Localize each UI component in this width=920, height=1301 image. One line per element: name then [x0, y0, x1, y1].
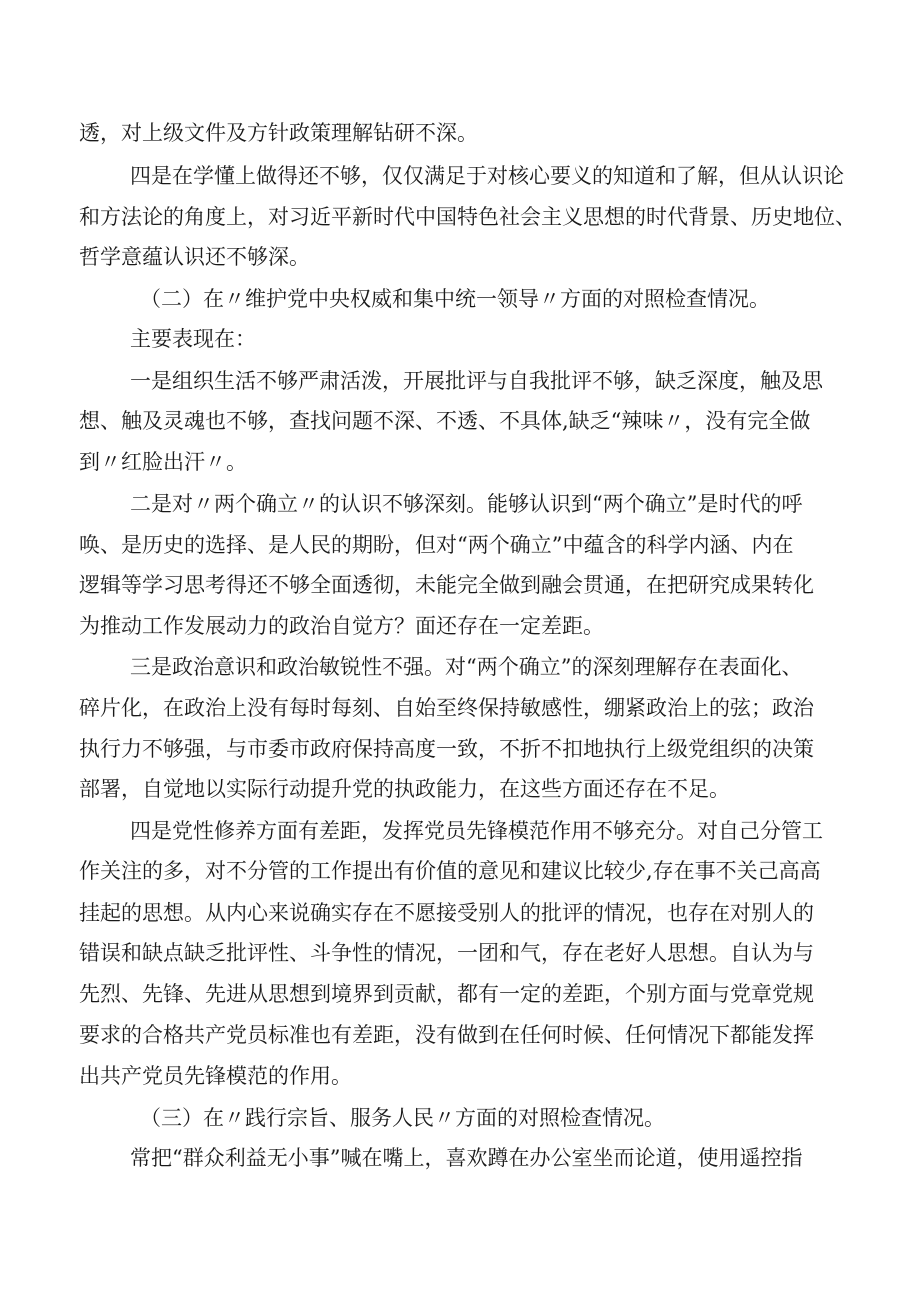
- text-line: 错误和缺点缺乏批评性、斗争性的情况，一团和气，存在老好人思想。自认为与: [79, 941, 814, 965]
- text-line: 和方法论的角度上，对习近平新时代中国特色社会主义思想的时代背景、历史地位、: [79, 205, 856, 229]
- text-line: 碎片化，在政治上没有每时每刻、自始至终保持敏感性，绷紧政治上的弦；政治: [79, 696, 814, 720]
- text-line: 到〃红脸出汗〃。: [79, 450, 247, 474]
- text-line: 哲学意蕴认识还不够深。: [79, 245, 310, 269]
- text-line: 执行力不够强，与市委市政府保持高度一致，不折不扣地执行上级党组织的决策: [79, 737, 814, 761]
- text-line: 先烈、先锋、先进从思想到境界到贡献，都有一定的差距，个别方面与党章党规: [79, 982, 814, 1006]
- text-line: 主要表现在：: [130, 327, 256, 351]
- text-line: 一是组织生活不够严肃活泼，开展批评与自我批评不够，缺乏深度，触及思: [130, 369, 823, 393]
- text-line: 逻辑等学习思考得还不够全面透彻，未能完全做到融会贯通，在把研究成果转化: [79, 573, 814, 597]
- text-line: 四是党性修养方面有差距，发挥党员先锋模范作用不够充分。对自己分管工: [130, 819, 823, 843]
- text-line: 四是在学懂上做得还不够，仅仅满足于对核心要义的知道和了解，但从认识论: [130, 164, 844, 188]
- text-line: 唤、是历史的选择、是人民的期盼，但对“两个确立”中蕴含的科学内涵、内在: [79, 533, 794, 557]
- text-line: 挂起的思想。从内心来说确实存在不愿接受别人的批评的情况，也存在对别人的: [79, 901, 814, 925]
- text-line: 常把“群众利益无小事”喊在嘴上，喜欢蹲在办公室坐而论道，使用遥控指: [130, 1146, 803, 1170]
- text-line: 透，对上级文件及方针政策理解钻研不深。: [79, 121, 478, 145]
- text-line: 要求的合格共产党员标准也有差距，没有做到在任何时候、任何情况下都能发挥: [79, 1023, 814, 1047]
- text-line: 想、触及灵魂也不够，查找问题不深、不透、不具体,缺乏“辣味〃，没有完全做: [79, 409, 811, 433]
- text-line: 部署，自觉地以实际行动提升党的执政能力，在这些方面还存在不足。: [79, 777, 730, 801]
- text-line: 作关注的多，对不分管的工作提出有价值的意见和建议比较少,存在事不关己高高: [79, 859, 821, 883]
- text-line: 三是政治意识和政治敏锐性不强。对“两个确立”的深刻理解存在表面化、: [130, 655, 803, 679]
- text-line: 二是对〃两个确立〃的认识不够深刻。能够认识到“两个确立”是时代的呼: [130, 492, 803, 516]
- section-heading: （二）在〃维护党中央权威和集中统一领导〃方面的对照检查情况。: [140, 287, 770, 311]
- text-line: 为推动工作发展动力的政治自觉方？面还存在一定差距。: [79, 614, 604, 638]
- text-line: 出共产党员先锋模范的作用。: [79, 1064, 352, 1088]
- section-heading: （三）在〃践行宗旨、服务人民〃方面的对照检查情况。: [140, 1106, 665, 1130]
